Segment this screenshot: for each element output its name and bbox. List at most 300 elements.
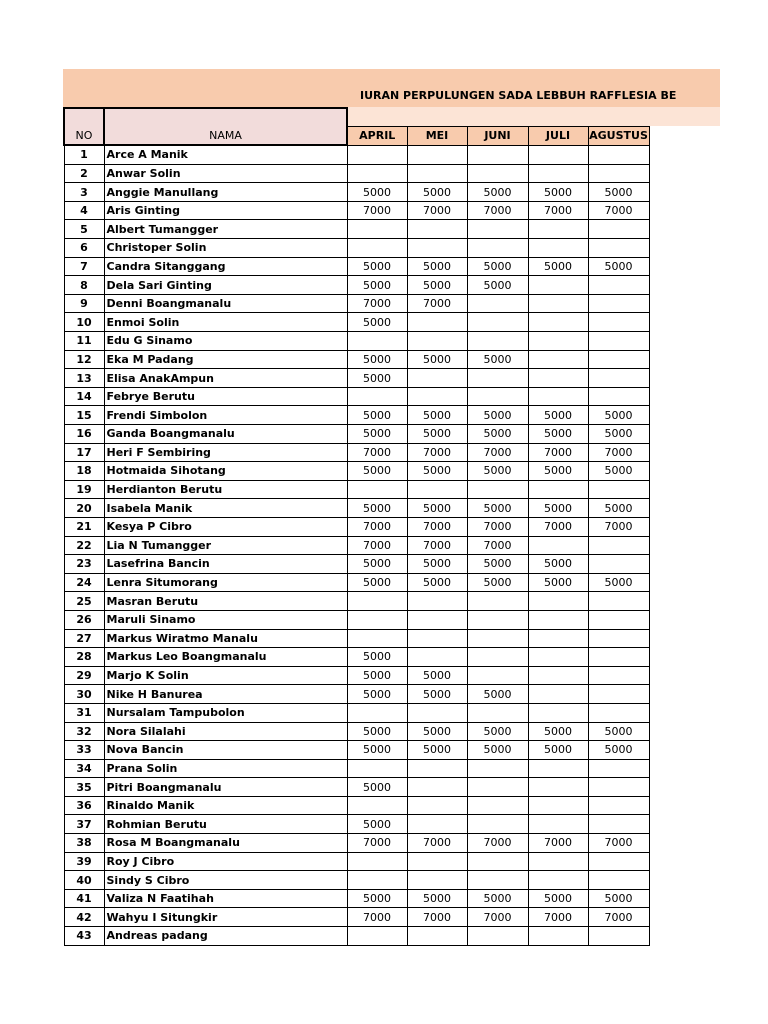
payment-cell[interactable]: 5000 xyxy=(588,573,649,592)
payment-cell[interactable]: 5000 xyxy=(347,276,407,295)
payment-cell[interactable]: 5000 xyxy=(588,889,649,908)
payment-cell[interactable] xyxy=(588,629,649,648)
payment-cell[interactable] xyxy=(467,759,528,778)
row-number[interactable]: 30 xyxy=(64,685,104,704)
member-name-cell[interactable]: Markus Leo Boangmanalu xyxy=(104,648,347,667)
payment-cell[interactable] xyxy=(467,592,528,611)
payment-cell[interactable] xyxy=(467,480,528,499)
payment-cell[interactable]: 5000 xyxy=(467,741,528,760)
member-name-cell[interactable]: Kesya P Cibro xyxy=(104,517,347,536)
payment-cell[interactable]: 5000 xyxy=(407,722,467,741)
payment-cell[interactable]: 7000 xyxy=(588,443,649,462)
payment-cell[interactable]: 7000 xyxy=(467,201,528,220)
payment-cell[interactable]: 5000 xyxy=(407,350,467,369)
payment-cell[interactable] xyxy=(347,703,407,722)
row-number[interactable]: 29 xyxy=(64,666,104,685)
member-name-cell[interactable]: Albert Tumangger xyxy=(104,220,347,239)
payment-cell[interactable] xyxy=(588,927,649,946)
member-name-cell[interactable]: Lasefrina Bancin xyxy=(104,555,347,574)
payment-cell[interactable] xyxy=(588,703,649,722)
payment-cell[interactable] xyxy=(528,703,588,722)
row-number[interactable]: 12 xyxy=(64,350,104,369)
payment-cell[interactable] xyxy=(588,276,649,295)
payment-cell[interactable]: 5000 xyxy=(528,555,588,574)
payment-cell[interactable] xyxy=(467,220,528,239)
payment-cell[interactable] xyxy=(528,164,588,183)
member-name-cell[interactable]: Maruli Sinamo xyxy=(104,610,347,629)
payment-cell[interactable]: 5000 xyxy=(347,889,407,908)
payment-cell[interactable] xyxy=(467,387,528,406)
payment-cell[interactable]: 5000 xyxy=(407,406,467,425)
payment-cell[interactable] xyxy=(528,759,588,778)
payment-cell[interactable]: 7000 xyxy=(347,834,407,853)
payment-cell[interactable]: 5000 xyxy=(467,350,528,369)
row-number[interactable]: 8 xyxy=(64,276,104,295)
member-name-cell[interactable]: Arce A Manik xyxy=(104,145,347,164)
payment-cell[interactable]: 5000 xyxy=(347,313,407,332)
payment-cell[interactable] xyxy=(407,796,467,815)
payment-cell[interactable] xyxy=(528,387,588,406)
payment-cell[interactable]: 5000 xyxy=(467,685,528,704)
payment-cell[interactable] xyxy=(528,480,588,499)
payment-cell[interactable] xyxy=(588,220,649,239)
row-number[interactable]: 34 xyxy=(64,759,104,778)
row-number[interactable]: 28 xyxy=(64,648,104,667)
member-name-cell[interactable]: Nursalam Tampubolon xyxy=(104,703,347,722)
member-name-cell[interactable]: Lenra Situmorang xyxy=(104,573,347,592)
payment-cell[interactable]: 5000 xyxy=(588,722,649,741)
row-number[interactable]: 38 xyxy=(64,834,104,853)
payment-cell[interactable]: 5000 xyxy=(407,741,467,760)
member-name-cell[interactable]: Andreas padang xyxy=(104,927,347,946)
payment-cell[interactable] xyxy=(407,313,467,332)
payment-cell[interactable]: 7000 xyxy=(528,908,588,927)
payment-cell[interactable] xyxy=(467,369,528,388)
payment-cell[interactable]: 5000 xyxy=(467,462,528,481)
member-name-cell[interactable]: Herdianton Berutu xyxy=(104,480,347,499)
payment-cell[interactable]: 5000 xyxy=(347,462,407,481)
payment-cell[interactable]: 7000 xyxy=(467,443,528,462)
payment-cell[interactable]: 5000 xyxy=(588,406,649,425)
payment-cell[interactable] xyxy=(588,592,649,611)
payment-cell[interactable] xyxy=(588,610,649,629)
payment-cell[interactable]: 5000 xyxy=(347,815,407,834)
member-name-cell[interactable]: Masran Berutu xyxy=(104,592,347,611)
payment-cell[interactable] xyxy=(528,796,588,815)
payment-cell[interactable] xyxy=(528,239,588,258)
row-number[interactable]: 24 xyxy=(64,573,104,592)
payment-cell[interactable] xyxy=(347,927,407,946)
payment-cell[interactable]: 7000 xyxy=(588,834,649,853)
row-number[interactable]: 16 xyxy=(64,425,104,444)
payment-cell[interactable]: 5000 xyxy=(347,499,407,518)
payment-cell[interactable] xyxy=(347,332,407,351)
payment-cell[interactable] xyxy=(407,648,467,667)
member-name-cell[interactable]: Eka M Padang xyxy=(104,350,347,369)
payment-cell[interactable] xyxy=(467,164,528,183)
payment-cell[interactable]: 5000 xyxy=(347,369,407,388)
payment-cell[interactable] xyxy=(588,666,649,685)
row-number[interactable]: 20 xyxy=(64,499,104,518)
row-number[interactable]: 26 xyxy=(64,610,104,629)
payment-cell[interactable]: 5000 xyxy=(467,722,528,741)
row-number[interactable]: 22 xyxy=(64,536,104,555)
member-name-cell[interactable]: Nova Bancin xyxy=(104,741,347,760)
payment-cell[interactable] xyxy=(467,610,528,629)
payment-cell[interactable] xyxy=(467,666,528,685)
payment-cell[interactable] xyxy=(467,796,528,815)
row-number[interactable]: 10 xyxy=(64,313,104,332)
payment-cell[interactable]: 5000 xyxy=(407,685,467,704)
payment-cell[interactable] xyxy=(407,610,467,629)
payment-cell[interactable]: 5000 xyxy=(588,425,649,444)
row-number[interactable]: 9 xyxy=(64,294,104,313)
payment-cell[interactable] xyxy=(588,350,649,369)
payment-cell[interactable]: 7000 xyxy=(347,908,407,927)
payment-cell[interactable] xyxy=(528,685,588,704)
payment-cell[interactable] xyxy=(407,145,467,164)
payment-cell[interactable]: 5000 xyxy=(347,406,407,425)
payment-cell[interactable]: 5000 xyxy=(528,722,588,741)
row-number[interactable]: 27 xyxy=(64,629,104,648)
member-name-cell[interactable]: Nike H Banurea xyxy=(104,685,347,704)
payment-cell[interactable] xyxy=(407,815,467,834)
payment-cell[interactable]: 7000 xyxy=(347,294,407,313)
row-number[interactable]: 21 xyxy=(64,517,104,536)
payment-cell[interactable] xyxy=(528,145,588,164)
payment-cell[interactable] xyxy=(467,852,528,871)
member-name-cell[interactable]: Sindy S Cibro xyxy=(104,871,347,890)
row-number[interactable]: 39 xyxy=(64,852,104,871)
member-name-cell[interactable]: Edu G Sinamo xyxy=(104,332,347,351)
row-number[interactable]: 33 xyxy=(64,741,104,760)
member-name-cell[interactable]: Frendi Simbolon xyxy=(104,406,347,425)
payment-cell[interactable] xyxy=(347,220,407,239)
payment-cell[interactable] xyxy=(467,145,528,164)
payment-cell[interactable] xyxy=(347,871,407,890)
payment-cell[interactable]: 7000 xyxy=(407,294,467,313)
payment-cell[interactable] xyxy=(588,536,649,555)
payment-cell[interactable] xyxy=(347,145,407,164)
member-name-cell[interactable]: Aris Ginting xyxy=(104,201,347,220)
row-number[interactable]: 25 xyxy=(64,592,104,611)
payment-cell[interactable]: 7000 xyxy=(467,834,528,853)
payment-cell[interactable] xyxy=(347,852,407,871)
payment-cell[interactable] xyxy=(407,927,467,946)
payment-cell[interactable]: 5000 xyxy=(347,666,407,685)
payment-cell[interactable] xyxy=(588,852,649,871)
payment-cell[interactable]: 5000 xyxy=(347,778,407,797)
payment-cell[interactable] xyxy=(347,610,407,629)
payment-cell[interactable] xyxy=(467,294,528,313)
payment-cell[interactable] xyxy=(588,239,649,258)
payment-cell[interactable] xyxy=(588,815,649,834)
payment-cell[interactable] xyxy=(407,852,467,871)
payment-cell[interactable] xyxy=(528,610,588,629)
payment-cell[interactable]: 7000 xyxy=(528,201,588,220)
payment-cell[interactable]: 7000 xyxy=(407,908,467,927)
payment-cell[interactable] xyxy=(588,555,649,574)
row-number[interactable]: 23 xyxy=(64,555,104,574)
payment-cell[interactable] xyxy=(588,313,649,332)
payment-cell[interactable] xyxy=(528,276,588,295)
member-name-cell[interactable]: Febrye Berutu xyxy=(104,387,347,406)
payment-cell[interactable]: 7000 xyxy=(588,201,649,220)
payment-cell[interactable] xyxy=(407,220,467,239)
payment-cell[interactable] xyxy=(528,815,588,834)
member-name-cell[interactable]: Heri F Sembiring xyxy=(104,443,347,462)
payment-cell[interactable]: 5000 xyxy=(588,741,649,760)
row-number[interactable]: 18 xyxy=(64,462,104,481)
member-name-cell[interactable]: Valiza N Faatihah xyxy=(104,889,347,908)
payment-cell[interactable] xyxy=(588,648,649,667)
row-number[interactable]: 5 xyxy=(64,220,104,239)
payment-cell[interactable] xyxy=(528,592,588,611)
row-number[interactable]: 15 xyxy=(64,406,104,425)
payment-cell[interactable]: 7000 xyxy=(407,201,467,220)
payment-cell[interactable]: 7000 xyxy=(467,908,528,927)
member-name-cell[interactable]: Ganda Boangmanalu xyxy=(104,425,347,444)
payment-cell[interactable]: 5000 xyxy=(528,183,588,202)
payment-cell[interactable] xyxy=(347,592,407,611)
payment-cell[interactable]: 5000 xyxy=(528,499,588,518)
row-number[interactable]: 13 xyxy=(64,369,104,388)
row-number[interactable]: 19 xyxy=(64,480,104,499)
payment-cell[interactable] xyxy=(347,239,407,258)
payment-cell[interactable]: 5000 xyxy=(588,499,649,518)
payment-cell[interactable]: 5000 xyxy=(467,499,528,518)
payment-cell[interactable] xyxy=(407,629,467,648)
payment-cell[interactable] xyxy=(407,164,467,183)
payment-cell[interactable]: 5000 xyxy=(407,183,467,202)
row-number[interactable]: 17 xyxy=(64,443,104,462)
payment-cell[interactable]: 5000 xyxy=(467,406,528,425)
payment-cell[interactable] xyxy=(407,759,467,778)
payment-cell[interactable]: 5000 xyxy=(528,425,588,444)
payment-cell[interactable]: 5000 xyxy=(407,276,467,295)
payment-cell[interactable] xyxy=(407,332,467,351)
payment-cell[interactable]: 5000 xyxy=(347,685,407,704)
row-number[interactable]: 43 xyxy=(64,927,104,946)
payment-cell[interactable]: 7000 xyxy=(588,908,649,927)
payment-cell[interactable] xyxy=(528,666,588,685)
member-name-cell[interactable]: Rosa M Boangmanalu xyxy=(104,834,347,853)
payment-cell[interactable]: 5000 xyxy=(407,257,467,276)
payment-cell[interactable] xyxy=(588,871,649,890)
payment-cell[interactable] xyxy=(588,480,649,499)
payment-cell[interactable]: 5000 xyxy=(528,406,588,425)
payment-cell[interactable]: 5000 xyxy=(347,183,407,202)
member-name-cell[interactable]: Markus Wiratmo Manalu xyxy=(104,629,347,648)
member-name-cell[interactable]: Isabela Manik xyxy=(104,499,347,518)
payment-cell[interactable] xyxy=(467,871,528,890)
member-name-cell[interactable]: Enmoi Solin xyxy=(104,313,347,332)
payment-cell[interactable] xyxy=(467,778,528,797)
payment-cell[interactable] xyxy=(528,778,588,797)
member-name-cell[interactable]: Prana Solin xyxy=(104,759,347,778)
member-name-cell[interactable]: Anwar Solin xyxy=(104,164,347,183)
payment-cell[interactable]: 5000 xyxy=(588,462,649,481)
payment-cell[interactable]: 7000 xyxy=(347,517,407,536)
member-name-cell[interactable]: Candra Sitanggang xyxy=(104,257,347,276)
payment-cell[interactable]: 5000 xyxy=(347,722,407,741)
payment-cell[interactable] xyxy=(528,536,588,555)
payment-cell[interactable]: 5000 xyxy=(407,666,467,685)
payment-cell[interactable]: 5000 xyxy=(528,741,588,760)
payment-cell[interactable] xyxy=(588,796,649,815)
payment-cell[interactable] xyxy=(467,815,528,834)
payment-cell[interactable]: 5000 xyxy=(528,889,588,908)
payment-cell[interactable] xyxy=(528,369,588,388)
payment-cell[interactable] xyxy=(407,703,467,722)
payment-cell[interactable]: 5000 xyxy=(467,425,528,444)
payment-cell[interactable] xyxy=(347,164,407,183)
row-number[interactable]: 31 xyxy=(64,703,104,722)
row-number[interactable]: 35 xyxy=(64,778,104,797)
payment-cell[interactable] xyxy=(407,592,467,611)
payment-cell[interactable] xyxy=(347,387,407,406)
payment-cell[interactable] xyxy=(528,871,588,890)
payment-cell[interactable]: 5000 xyxy=(467,889,528,908)
row-number[interactable]: 4 xyxy=(64,201,104,220)
payment-cell[interactable]: 7000 xyxy=(467,517,528,536)
row-number[interactable]: 41 xyxy=(64,889,104,908)
payment-cell[interactable] xyxy=(528,927,588,946)
row-number[interactable]: 11 xyxy=(64,332,104,351)
payment-cell[interactable]: 7000 xyxy=(347,201,407,220)
member-name-cell[interactable]: Marjo K Solin xyxy=(104,666,347,685)
payment-cell[interactable] xyxy=(467,629,528,648)
payment-cell[interactable]: 5000 xyxy=(347,425,407,444)
row-number[interactable]: 1 xyxy=(64,145,104,164)
payment-cell[interactable] xyxy=(528,350,588,369)
payment-cell[interactable] xyxy=(347,629,407,648)
payment-cell[interactable]: 5000 xyxy=(407,573,467,592)
payment-cell[interactable]: 5000 xyxy=(407,889,467,908)
payment-cell[interactable] xyxy=(588,759,649,778)
row-number[interactable]: 7 xyxy=(64,257,104,276)
payment-cell[interactable]: 7000 xyxy=(407,443,467,462)
payment-cell[interactable]: 5000 xyxy=(347,555,407,574)
payment-cell[interactable] xyxy=(407,369,467,388)
payment-cell[interactable] xyxy=(467,239,528,258)
payment-cell[interactable]: 7000 xyxy=(407,834,467,853)
payment-cell[interactable]: 5000 xyxy=(347,350,407,369)
member-name-cell[interactable]: Anggie Manullang xyxy=(104,183,347,202)
payment-cell[interactable]: 7000 xyxy=(407,536,467,555)
member-name-cell[interactable]: Denni Boangmanalu xyxy=(104,294,347,313)
payment-cell[interactable]: 7000 xyxy=(528,443,588,462)
member-name-cell[interactable]: Wahyu I Situngkir xyxy=(104,908,347,927)
member-name-cell[interactable]: Rohmian Berutu xyxy=(104,815,347,834)
payment-cell[interactable] xyxy=(407,871,467,890)
payment-cell[interactable]: 7000 xyxy=(407,517,467,536)
payment-cell[interactable]: 5000 xyxy=(407,499,467,518)
payment-cell[interactable]: 5000 xyxy=(407,555,467,574)
row-number[interactable]: 14 xyxy=(64,387,104,406)
payment-cell[interactable] xyxy=(347,759,407,778)
payment-cell[interactable]: 5000 xyxy=(347,648,407,667)
payment-cell[interactable] xyxy=(528,294,588,313)
payment-cell[interactable] xyxy=(467,927,528,946)
member-name-cell[interactable]: Rinaldo Manik xyxy=(104,796,347,815)
payment-cell[interactable] xyxy=(528,852,588,871)
payment-cell[interactable]: 7000 xyxy=(528,834,588,853)
payment-cell[interactable]: 5000 xyxy=(588,183,649,202)
payment-cell[interactable]: 5000 xyxy=(467,183,528,202)
row-number[interactable]: 6 xyxy=(64,239,104,258)
payment-cell[interactable]: 5000 xyxy=(467,276,528,295)
payment-cell[interactable]: 5000 xyxy=(588,257,649,276)
payment-cell[interactable]: 5000 xyxy=(347,257,407,276)
payment-cell[interactable] xyxy=(528,220,588,239)
row-number[interactable]: 2 xyxy=(64,164,104,183)
payment-cell[interactable] xyxy=(407,480,467,499)
payment-cell[interactable] xyxy=(467,648,528,667)
payment-cell[interactable] xyxy=(528,629,588,648)
row-number[interactable]: 3 xyxy=(64,183,104,202)
payment-cell[interactable] xyxy=(528,332,588,351)
payment-cell[interactable]: 7000 xyxy=(347,536,407,555)
payment-cell[interactable] xyxy=(347,796,407,815)
payment-cell[interactable] xyxy=(588,332,649,351)
payment-cell[interactable]: 5000 xyxy=(347,741,407,760)
payment-cell[interactable]: 5000 xyxy=(528,573,588,592)
payment-cell[interactable]: 7000 xyxy=(528,517,588,536)
payment-cell[interactable] xyxy=(407,239,467,258)
payment-cell[interactable]: 5000 xyxy=(407,462,467,481)
payment-cell[interactable]: 5000 xyxy=(467,555,528,574)
member-name-cell[interactable]: Christoper Solin xyxy=(104,239,347,258)
payment-cell[interactable] xyxy=(588,294,649,313)
payment-cell[interactable] xyxy=(588,145,649,164)
payment-cell[interactable] xyxy=(407,778,467,797)
payment-cell[interactable]: 5000 xyxy=(467,573,528,592)
payment-cell[interactable]: 7000 xyxy=(467,536,528,555)
member-name-cell[interactable]: Nora Silalahi xyxy=(104,722,347,741)
payment-cell[interactable]: 5000 xyxy=(467,257,528,276)
payment-cell[interactable] xyxy=(588,369,649,388)
payment-cell[interactable]: 5000 xyxy=(347,573,407,592)
payment-cell[interactable] xyxy=(588,685,649,704)
payment-cell[interactable] xyxy=(467,313,528,332)
payment-cell[interactable] xyxy=(467,332,528,351)
row-number[interactable]: 36 xyxy=(64,796,104,815)
member-name-cell[interactable]: Hotmaida Sihotang xyxy=(104,462,347,481)
payment-cell[interactable] xyxy=(588,387,649,406)
member-name-cell[interactable]: Elisa AnakAmpun xyxy=(104,369,347,388)
row-number[interactable]: 40 xyxy=(64,871,104,890)
row-number[interactable]: 37 xyxy=(64,815,104,834)
payment-cell[interactable]: 7000 xyxy=(588,517,649,536)
row-number[interactable]: 32 xyxy=(64,722,104,741)
payment-cell[interactable] xyxy=(588,164,649,183)
member-name-cell[interactable]: Pitri Boangmanalu xyxy=(104,778,347,797)
payment-cell[interactable]: 5000 xyxy=(528,257,588,276)
payment-cell[interactable]: 5000 xyxy=(528,462,588,481)
payment-cell[interactable] xyxy=(528,648,588,667)
member-name-cell[interactable]: Roy J Cibro xyxy=(104,852,347,871)
payment-cell[interactable] xyxy=(528,313,588,332)
payment-cell[interactable] xyxy=(407,387,467,406)
payment-cell[interactable]: 5000 xyxy=(407,425,467,444)
row-number[interactable]: 42 xyxy=(64,908,104,927)
payment-cell[interactable] xyxy=(588,778,649,797)
payment-cell[interactable] xyxy=(467,703,528,722)
member-name-cell[interactable]: Lia N Tumangger xyxy=(104,536,347,555)
member-name-cell[interactable]: Dela Sari Ginting xyxy=(104,276,347,295)
payment-cell[interactable] xyxy=(347,480,407,499)
